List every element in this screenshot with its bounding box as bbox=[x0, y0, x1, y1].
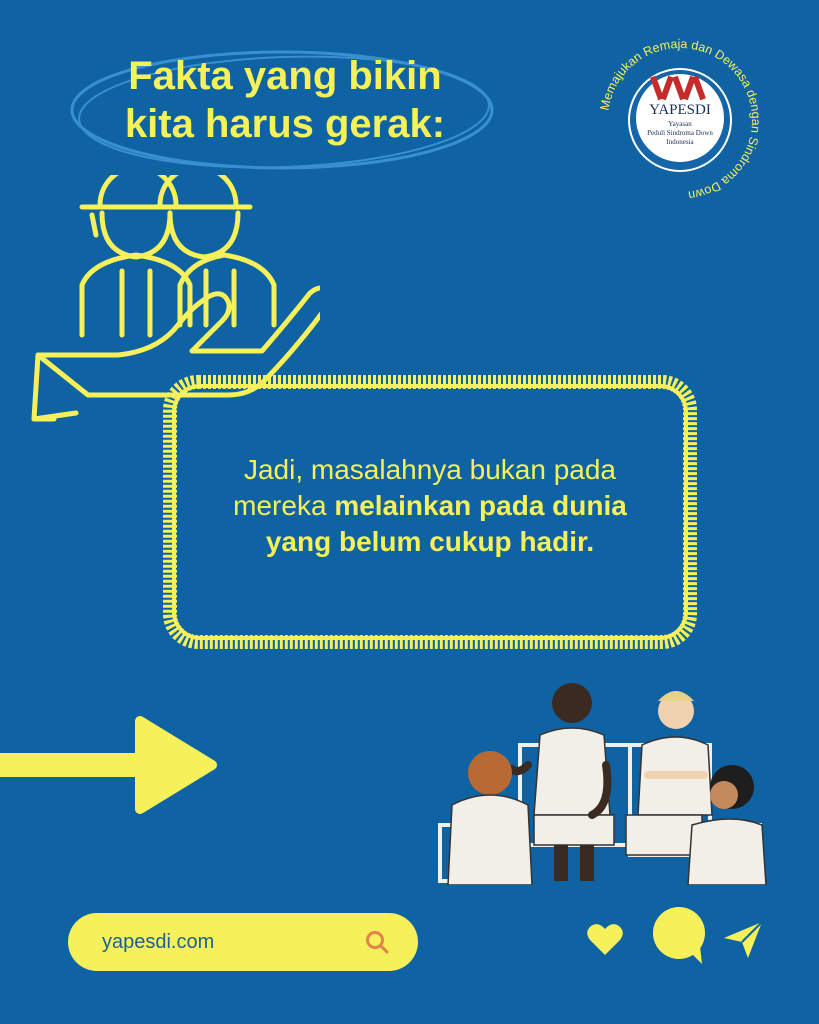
logo-sub-1: Yayasan bbox=[668, 120, 692, 128]
website-search-bar[interactable] bbox=[68, 913, 418, 971]
search-icon[interactable] bbox=[364, 929, 390, 955]
right-arrow-icon bbox=[0, 715, 220, 815]
message-part-2: melainkan pada dunia yang belum cukup hadir. bbox=[265, 490, 627, 557]
heart-icon[interactable] bbox=[586, 922, 624, 958]
group-discussion-illustration bbox=[430, 675, 770, 885]
logo-sub-2: Peduli Sindroma Down bbox=[647, 129, 713, 137]
send-icon[interactable] bbox=[722, 920, 764, 960]
logo-ring-text: Memajukan Remaja dan Dewasa dengan Sindroma Down bbox=[597, 36, 764, 203]
title-line-2: kita harus gerak: bbox=[124, 102, 446, 146]
page-title bbox=[70, 52, 500, 148]
logo-name: YAPESDI bbox=[649, 102, 711, 118]
yapesdi-logo bbox=[590, 30, 770, 210]
title-line-1: Fakta yang bikin bbox=[128, 54, 442, 98]
search-bar-text: yapesdi.com bbox=[102, 930, 215, 953]
message-part-1: Jadi, masalahnya bukan pada mereka bbox=[233, 454, 617, 521]
comment-icon[interactable] bbox=[650, 904, 710, 966]
logo-sub-3: Indonesia bbox=[666, 138, 694, 146]
message-text bbox=[215, 452, 645, 560]
